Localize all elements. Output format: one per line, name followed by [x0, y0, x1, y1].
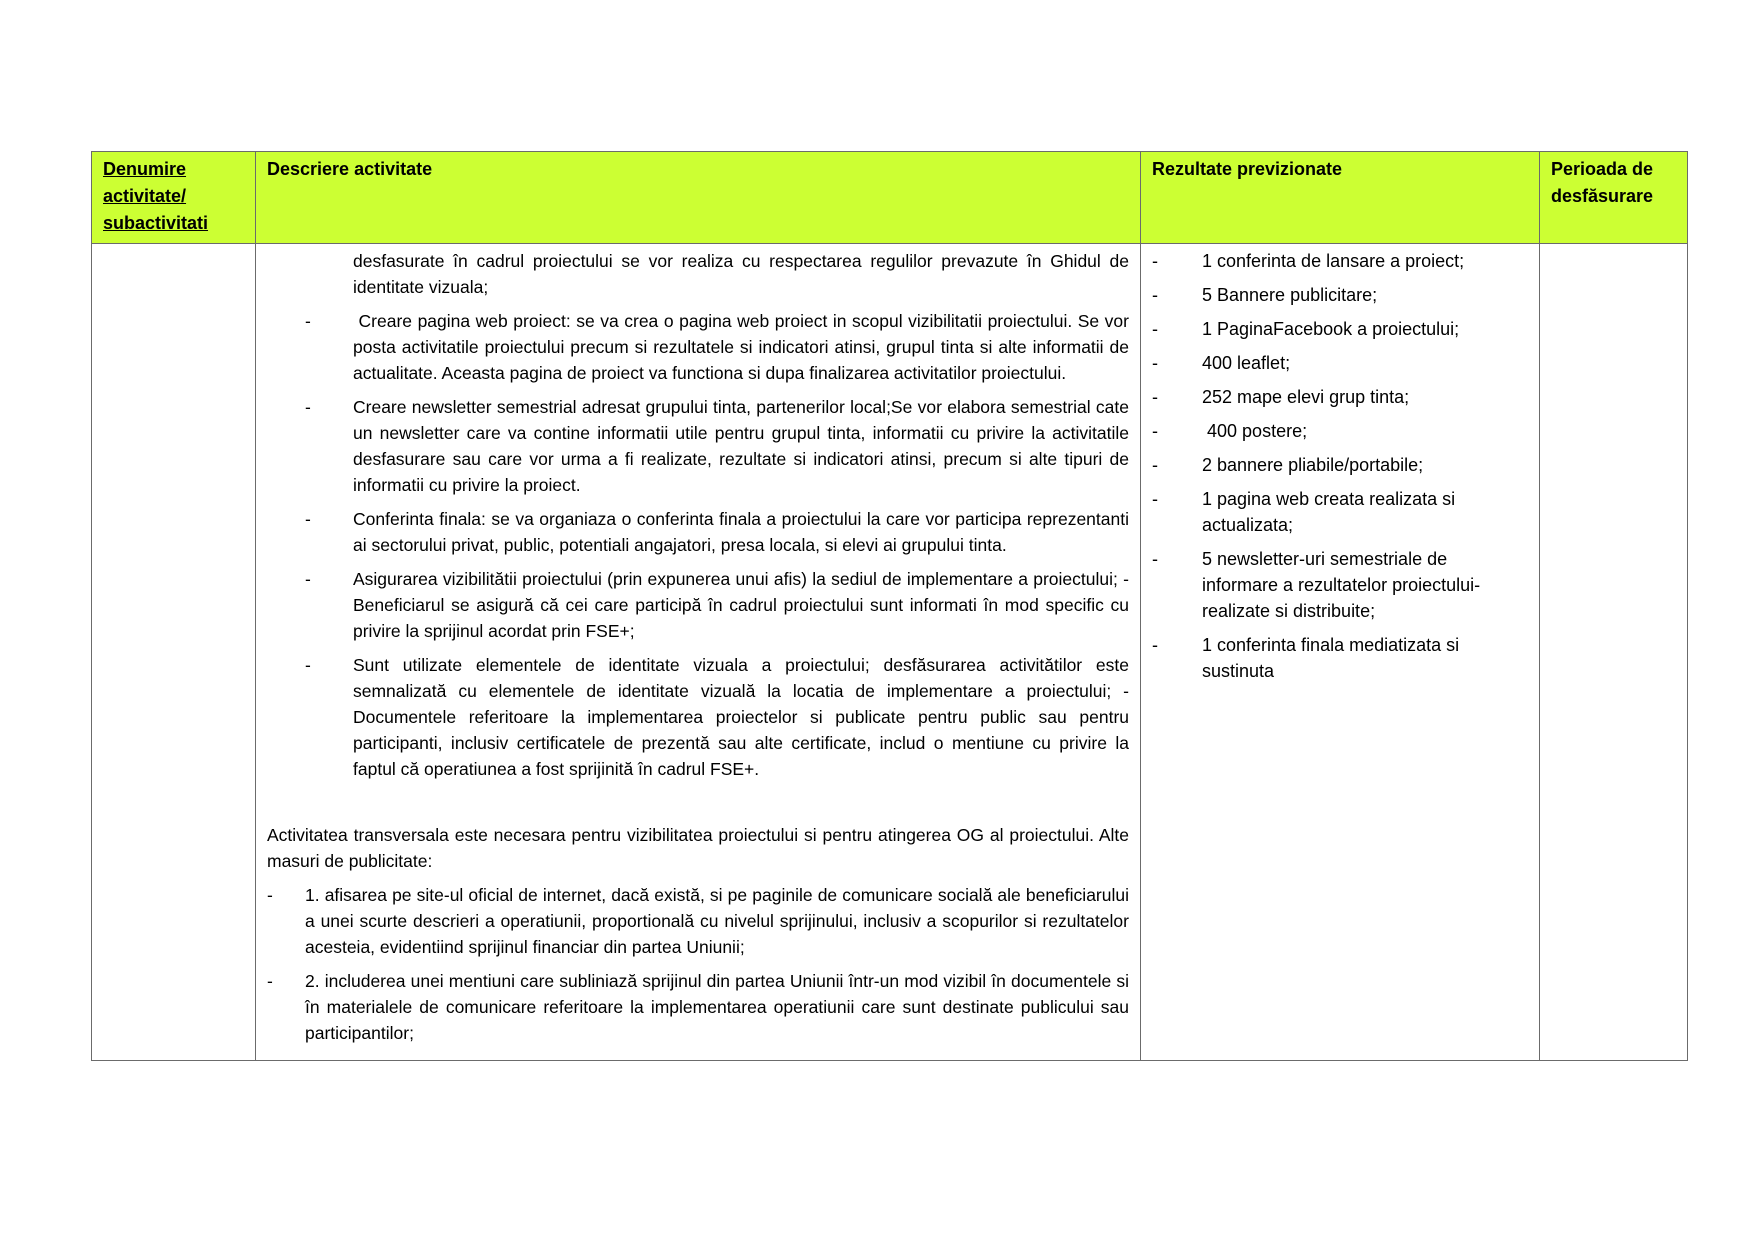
activities-table — [91, 151, 1688, 1061]
result-item — [1152, 632, 1528, 684]
description-intro: Activitatea transversala este necesara pentru vizibilitatea proiectului si pentru atingerea OG al proiectului. Alte masuri de publicitate: — [267, 825, 1129, 871]
measure-text: 2. includerea unei mentiuni care subliniază sprijinul din partea Uniunii într-un mod vizibil în documentele si în materialele de comunicare referitoare la implementarea operatiunii care sunt destinate publicului sau participantilor; — [305, 971, 1129, 1043]
description-cell — [256, 244, 1141, 1061]
header-denumire-activitate — [92, 152, 256, 244]
bullet-dash: - — [1152, 251, 1158, 271]
bullet-text: Creare newsletter semestrial adresat grupului tinta, partenerilor local;Se vor elabora semestrial cate un newsletter care va contine informatii utile pentru grupul tinta, informatii cu privire la activitatile desfasurare sau care vor urma a fi realizate, rezultate si indicatori atinsi, precum si alte tipuri de informatii cu privire la proiect. — [353, 397, 1129, 495]
bullet-dash: - — [1152, 387, 1158, 407]
header-text-line: activitate/ — [103, 186, 187, 206]
bullet-text: Conferinta finala: se va organiaza o conferinta finala a proiectului la care vor participa reprezentanti ai sectorului privat, public, potentiali angajatori, presa locala, si elevi ai grupului tinta. — [353, 509, 1129, 555]
description-bullet — [267, 394, 1129, 498]
description-continuation: desfasurate în cadrul proiectului se vor realiza cu respectarea regulilor prevazute în Ghidul de identitate vizuala; — [353, 251, 1129, 297]
publicity-measure — [267, 882, 1129, 960]
activity-name-cell — [92, 244, 256, 1061]
result-item — [1152, 384, 1528, 410]
result-text: 400 leaflet; — [1202, 353, 1291, 373]
bullet-text: Sunt utilizate elementele de identitate vizuala a proiectului; desfăsurarea activitătilor este semnalizată cu elementele de identitate vizuală la locatia de implementare a proiectului; - Documentele referitoare la implementarea proiectelor si publicate pentru public sau pentru participanti, inclusiv certificatele de prezentă sau alte certificate, includ o mentiune cu privire la faptul că operatiunea a fost sprijinită în cadrul FSE+. — [353, 655, 1129, 779]
bullet-dash: - — [305, 569, 311, 589]
bullet-text: Asigurarea vizibilitătii proiectului (prin expunerea unui afis) la sediul de implementare a proiectului; - Beneficiarul se asigură că cei care participă în cadrul proiectului sunt informati în mod specific cu privire la sprijinul acordat prin FSE+; — [353, 569, 1129, 641]
description-bullet — [267, 566, 1129, 644]
bullet-dash: - — [1152, 353, 1158, 373]
result-text: 252 mape elevi grup tinta; — [1202, 387, 1410, 407]
header-text-line: subactivitati — [103, 213, 209, 233]
bullet-dash: - — [305, 509, 311, 529]
result-text: 2 bannere pliabile/portabile; — [1202, 455, 1424, 475]
header-rezultate-previzionate — [1141, 152, 1540, 244]
result-text: 400 postere; — [1202, 421, 1308, 441]
period-cell — [1540, 244, 1688, 1061]
bullet-dash: - — [1152, 319, 1158, 339]
description-bullet — [267, 308, 1134, 386]
publicity-measure — [267, 968, 1129, 1046]
header-text: Descriere activitate — [267, 159, 433, 179]
result-text: 1 conferinta de lansare a proiect; — [1202, 251, 1465, 271]
result-text: 5 newsletter-uri semestriale de informare a rezultatelor proiectului-realizate si distribuite; — [1202, 549, 1481, 621]
header-descriere-activitate — [256, 152, 1141, 244]
header-perioada-desfasurare — [1540, 152, 1688, 244]
header-text-line: desfăsurare — [1551, 186, 1654, 206]
bullet-dash: - — [305, 655, 311, 675]
measure-text: 1. afisarea pe site-ul oficial de internet, dacă există, si pe paginile de comunicare socială ale beneficiarului a unei scurte descrieri a operatiunii, proportională cu nivelul sprijinului, inclusiv a scopurilor si rezultatelor acesteia, evidentiind sprijinul financiar din partea Uniunii; — [305, 885, 1129, 957]
bullet-dash: - — [1152, 421, 1158, 441]
bullet-dash: - — [1152, 635, 1158, 655]
bullet-text: Creare pagina web proiect: se va crea o pagina web proiect in scopul vizibilitatii proiectului. Se vor posta activitatile proiectului precum si rezultatele si indicatori atinsi, grupul tinta si alte informatii de actualitate. Aceasta pagina de proiect va functiona si dupa finalizarea activitatilor proiectului. — [353, 311, 1134, 383]
bullet-dash: - — [305, 397, 311, 417]
bullet-dash: - — [305, 311, 311, 331]
bullet-dash: - — [1152, 549, 1158, 569]
table-body-row — [92, 244, 1688, 1061]
result-text: 1 conferinta finala mediatizata si sustinuta — [1202, 635, 1460, 681]
bullet-dash: - — [267, 885, 273, 905]
header-text-line: Perioada de — [1551, 159, 1654, 179]
bullet-dash: - — [1152, 455, 1158, 475]
bullet-dash: - — [1152, 285, 1158, 305]
result-item — [1152, 282, 1528, 308]
bullet-dash: - — [267, 971, 273, 991]
header-text: Rezultate previzionate — [1152, 159, 1343, 179]
bullet-dash: - — [1152, 489, 1158, 509]
result-item — [1152, 316, 1528, 342]
description-bullet — [267, 506, 1129, 558]
result-item — [1152, 248, 1528, 274]
header-text-line: Denumire — [103, 159, 187, 179]
result-item — [1152, 418, 1528, 444]
table-header-row — [92, 152, 1688, 244]
result-text: 1 PaginaFacebook a proiectului; — [1202, 319, 1460, 339]
description-bullet — [267, 652, 1129, 782]
result-item — [1152, 486, 1528, 538]
results-cell — [1141, 244, 1540, 1061]
result-text: 5 Bannere publicitare; — [1202, 285, 1378, 305]
result-item — [1152, 546, 1528, 624]
result-text: 1 pagina web creata realizata si actualizata; — [1202, 489, 1456, 535]
result-item — [1152, 452, 1528, 478]
result-item — [1152, 350, 1528, 376]
